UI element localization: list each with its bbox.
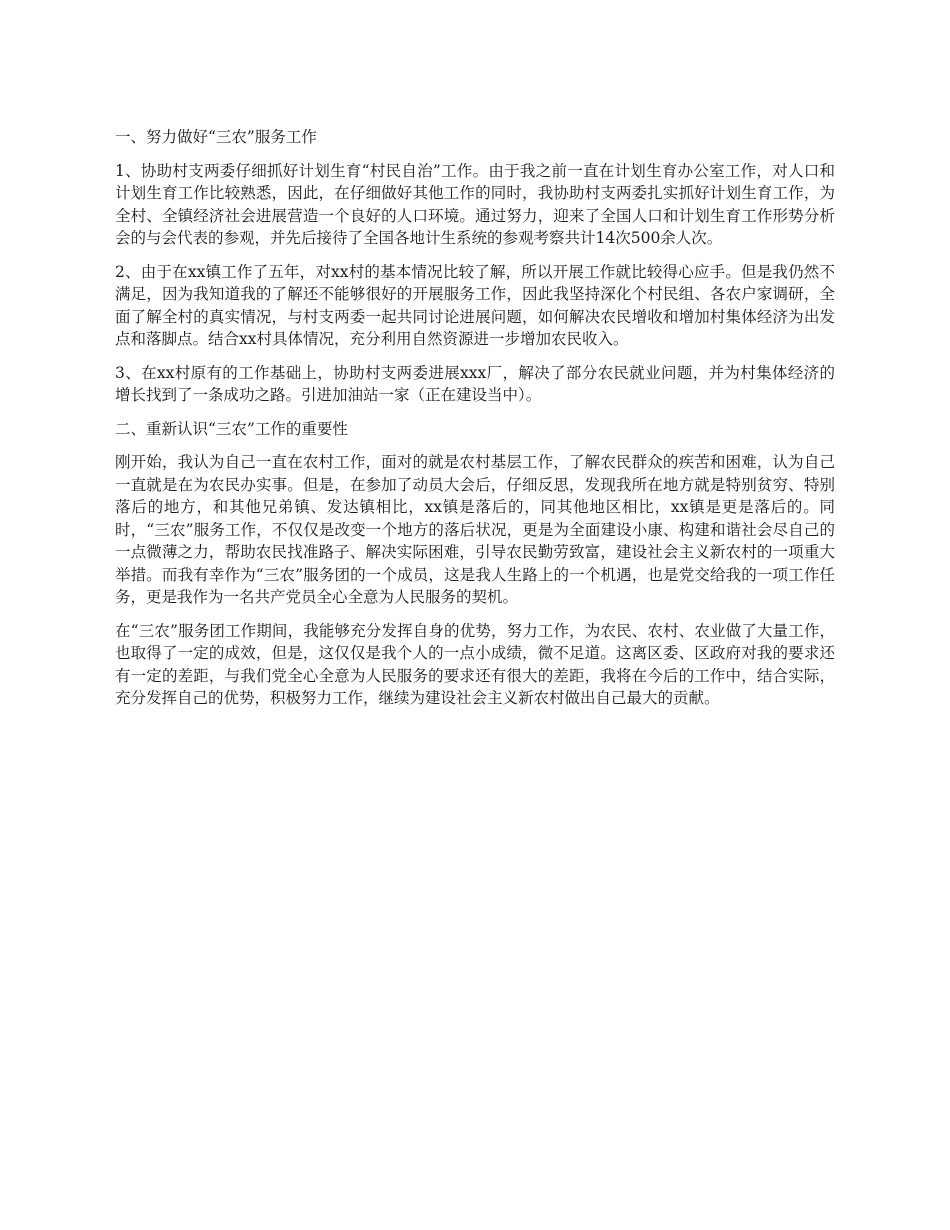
section-heading-1: 一、努力做好“三农”服务工作 <box>115 128 317 146</box>
document-body <box>115 126 835 721</box>
paragraph-2-1: 刚开始，我认为自己一直在农村工作，面对的就是农村基层工作，了解农民群众的疾苦和困难，认为自己一直就是在为农民办实事。但是，在参加了动员大会后，仔细反思，发现我所在地方就是特别贫穷、特别落后的地方，和其他兄弟镇、发达镇相比，xx镇是落后的，同其他地区相比，xx镇是更是落后的。同时，“三农”服务工作，不仅仅是改变一个地方的落后状况，更是为全面建设小康、构建和谐社会尽自己的一点微薄之力，帮助农民找准路子、解决实际困难，引导农民勤劳致富，建设社会主义新农村的一项重大举措。而我有幸作为“三农”服务团的一个成员，这是我人生路上的一个机遇，也是党交给我的一项工作任务，更是我作为一名共产党员全心全意为人民服务的契机。 <box>115 453 835 606</box>
paragraph-2-2: 在“三农”服务团工作期间，我能够充分发挥自身的优势，努力工作，为农民、农村、农业做了大量工作，也取得了一定的成效，但是，这仅仅是我个人的一点小成绩，微不足道。这离区委、区政府对我的要求还有一定的差距，与我们党全心全意为人民服务的要求还有很大的差距，我将在今后的工作中，结合实际，充分发挥自己的优势，积极努力工作，继续为建设社会主义新农村做出自己最大的贡献。 <box>115 621 835 707</box>
paragraph-1-3: 3、在xx村原有的工作基础上，协助村支两委进展xxx厂，解决了部分农民就业问题，并为村集体经济的增长找到了一条成功之路。引进加油站一家（正在建设当中）。 <box>115 363 835 404</box>
paragraph-1-2: 2、由于在xx镇工作了五年，对xx村的基本情况比较了解，所以开展工作就比较得心应手。但是我仍然不满足，因为我知道我的了解还不能够很好的开展服务工作，因此我坚持深化个村民组、各农户家调研，全面了解全村的真实情况，与村支两委一起共同讨论进展问题，如何解决农民增收和增加村集体经济为出发点和落脚点。结合xx村具体情况，充分利用自然资源进一步增加农民收入。 <box>115 262 835 348</box>
paragraph-1-1: 1、协助村支两委仔细抓好计划生育“村民自治”工作。由于我之前一直在计划生育办公室工作，对人口和计划生育工作比较熟悉，因此，在仔细做好其他工作的同时，我协助村支两委扎实抓好计划生育工作，为全村、全镇经济社会进展营造一个良好的人口环境。通过努力，迎来了全国人口和计划生育工作形势分析会的与会代表的参观，并先后接待了全国各地计生系统的参观考察共计14次500余人次。 <box>115 161 835 247</box>
section-heading-2: 二、重新认识“三农”工作的重要性 <box>115 419 348 438</box>
